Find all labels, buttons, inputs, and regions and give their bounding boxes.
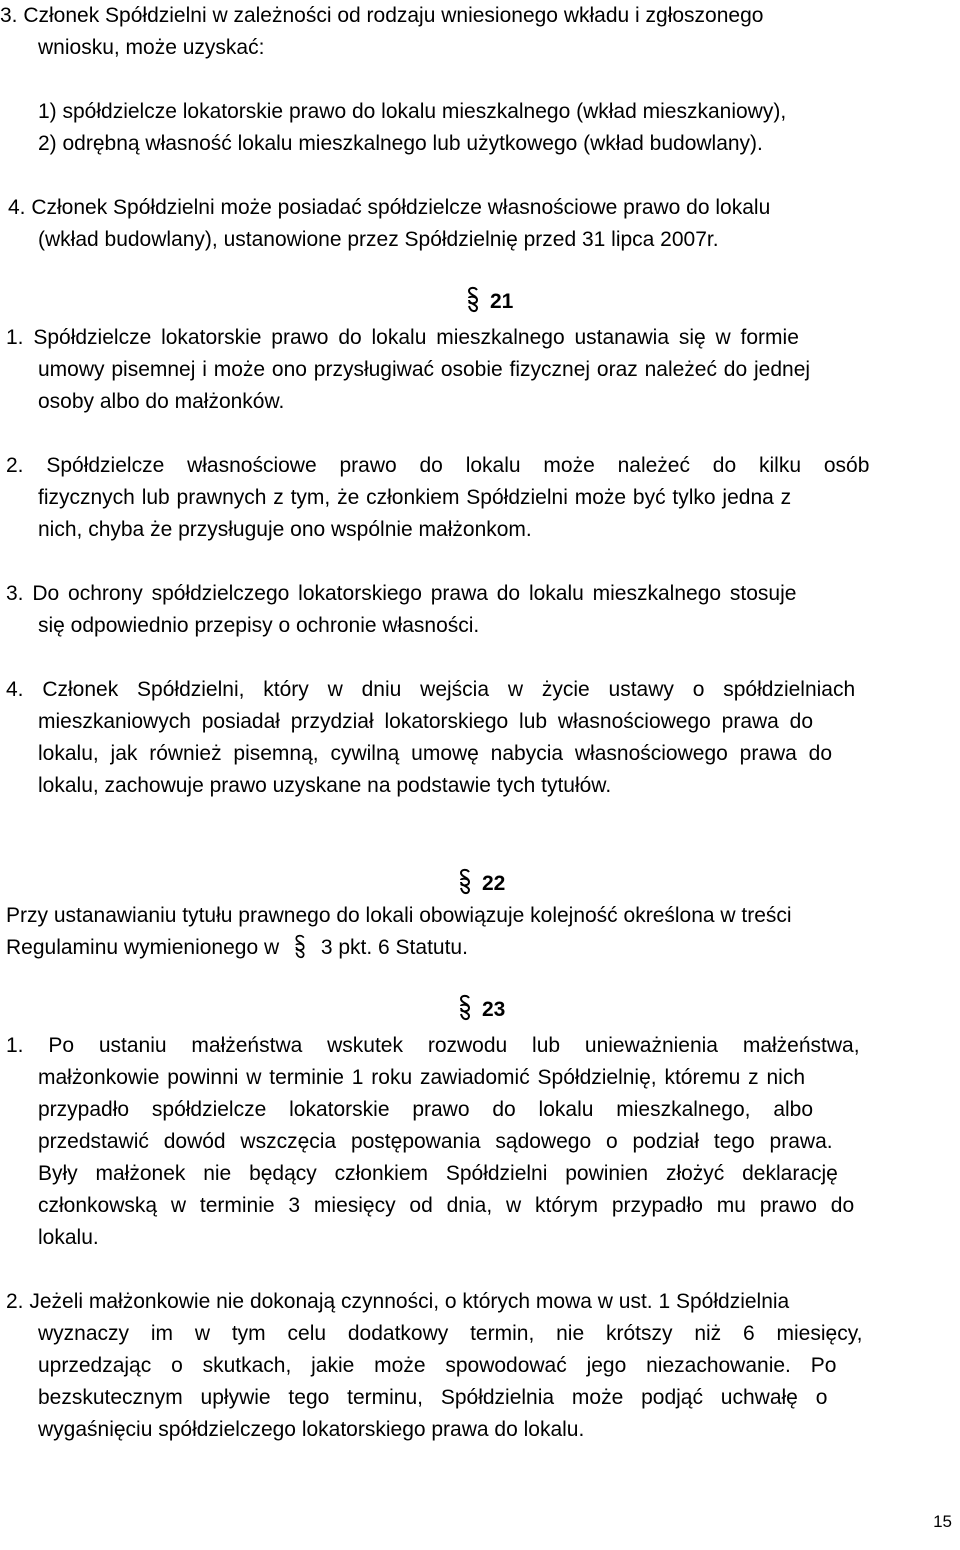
s23-p1-line-3: przypadło spółdzielcze lokatorskie prawo do lokalu mieszkalnego, albo [38,1098,814,1121]
s23-p1-line-5: Były małżonek nie będący członkiem Spółdzielni powinien złożyć deklarację [38,1162,838,1185]
section-heading-23 [458,994,505,1026]
s21-p4-line-1: 4. Członek Spółdzielni, który w dniu wejścia w życie ustawy o spółdzielniach [6,678,856,701]
list-item-2: 2) odrębną własność lokalu mieszkalnego lub użytkowego (wkład budowlany). [38,132,763,155]
s23-p1-line-6: członkowską w terminie 3 miesięcy od dnia, w którym przypadło mu prawo do [38,1194,855,1217]
s23-p2-line-1: 2. Jeżeli małżonkowie nie dokonają czynności, o których mowa w ust. 1 Spółdzielnia [6,1290,790,1313]
s21-p1-line-2: umowy pisemnej i może ono przysługiwać osobie fizycznej oraz należeć do jednej [38,358,811,381]
paragraph-3-line-1: 3. Członek Spółdzielni w zależności od rodzaju wniesionego wkładu i zgłoszonego [0,4,764,27]
s21-p2-line-1: 2. Spółdzielcze własnościowe prawo do lokalu może należeć do kilku osób [6,454,870,477]
s23-p2-line-2: wyznaczy im w tym celu dodatkowy termin, nie krótszy niż 6 miesięcy, [38,1322,863,1345]
s23-p1-line-1: 1. Po ustaniu małżeństwa wskutek rozwodu lub unieważnienia małżeństwa, [6,1034,860,1057]
s21-p1-line-3: osoby albo do małżonków. [38,390,285,413]
list-item-1: 1) spółdzielcze lokatorskie prawo do lokalu mieszkalnego (wkład mieszkaniowy), [38,100,787,123]
text: 3 pkt. 6 Statutu. [320,936,468,959]
s23-p1-line-2: małżonkowie powinni w terminie 1 roku zawiadomić Spółdzielnię, któremu z nich [38,1066,805,1089]
s21-p3-line-2: się odpowiednio przepisy o ochronie własności. [38,614,480,637]
section-number: 21 [490,290,514,313]
s21-p4-line-4: lokalu, zachowuje prawo uzyskane na podstawie tych tytułów. [38,774,612,797]
s23-p2-line-4: bezskutecznym upływie tego terminu, Spółdzielnia może podjąć uchwałę o [38,1386,828,1409]
s22-line-1: Przy ustanawianiu tytułu prawnego do lokali obowiązuje kolejność określona w treści [6,904,792,927]
section-number: 22 [482,872,506,895]
s21-p4-line-3: lokalu, jak również pisemną, cywilną umowę nabycia własnościowego prawa do [38,742,833,765]
paragraph-4-line-1: 4. Członek Spółdzielni może posiadać spółdzielcze własnościowe prawo do lokalu [8,196,771,219]
section-heading-22 [458,868,505,900]
s21-p1-line-1 [6,322,954,354]
s23-p1-line-4: przedstawić dowód wszczęcia postępowania sądowego o podział tego prawa. [38,1130,833,1153]
s21-p3-line-1: 3. Do ochrony spółdzielczego lokatorskiego prawa do lokalu mieszkalnego stosuje [6,582,797,605]
section-sign-icon [458,994,472,1022]
s21-p2-line-3: nich, chyba że przysługuje ono wspólnie małżonkom. [38,518,532,541]
s23-p1-line-7: lokalu. [38,1226,99,1249]
s21-p2-line-2: fizycznych lub prawnych z tym, że członkiem Spółdzielni może być tylko jedna z [38,486,792,509]
s22-line-2 [6,932,468,964]
section-sign-icon [466,286,480,314]
section-number: 23 [482,998,506,1021]
page-number: 15 [933,1512,952,1531]
paragraph-3-line-2: wniosku, może uzyskać: [38,36,265,59]
section-heading-21 [466,286,513,318]
section-sign-icon [293,934,307,960]
s21-p4-line-2: mieszkaniowych posiadał przydział lokatorskiego lub własnościowego prawa do [38,710,814,733]
text: 1. Spółdzielcze lokatorskie prawo do lokalu mieszkalnego ustanawia się w formie [6,326,799,349]
text: Regulaminu wymienionego w [6,936,280,959]
s23-p2-line-3: uprzedzając o skutkach, jakie może spowodować jego niezachowanie. Po [38,1354,837,1377]
section-sign-icon [458,868,472,896]
s23-p2-line-5: wygaśnięciu spółdzielczego lokatorskiego prawa do lokalu. [38,1418,585,1441]
paragraph-4-line-2: (wkład budowlany), ustanowione przez Spółdzielnię przed 31 lipca 2007r. [38,228,719,251]
